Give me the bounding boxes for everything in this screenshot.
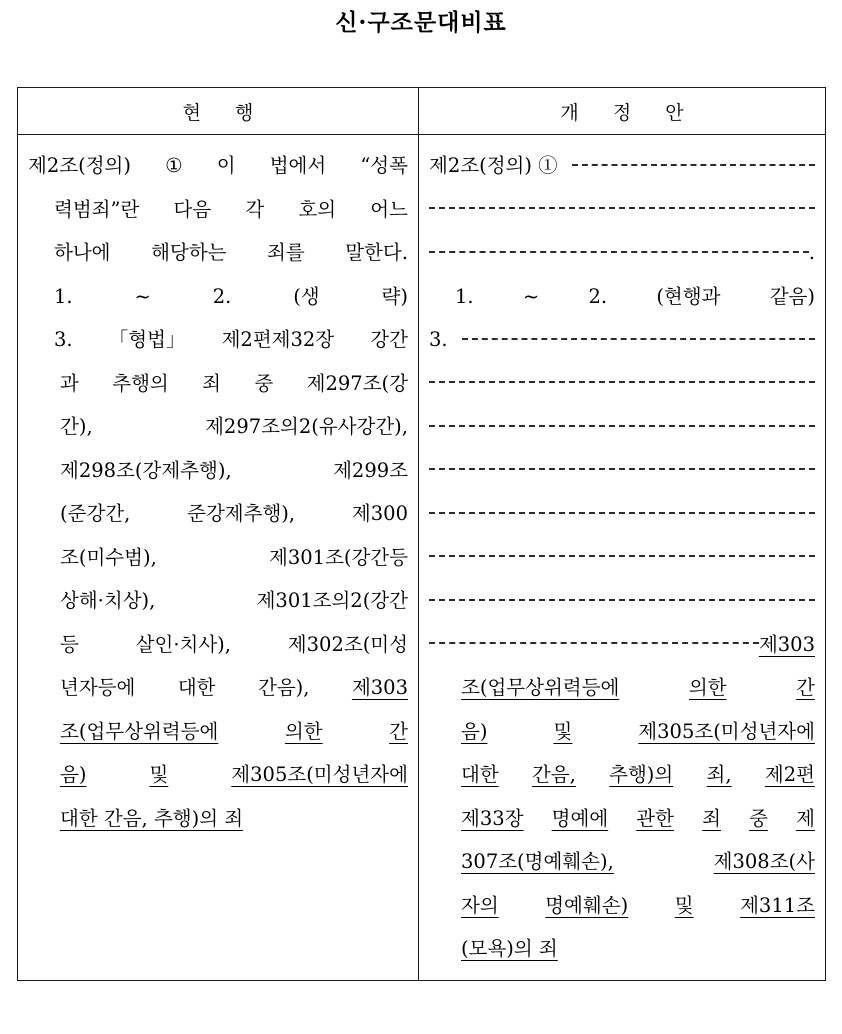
- text-token: 명예훼손): [545, 893, 629, 917]
- text-token: 음): [60, 763, 87, 786]
- comparison-table: [17, 87, 826, 981]
- text-token: 의한: [284, 719, 323, 743]
- text-token: 략): [381, 284, 408, 308]
- text-token: 3.: [54, 328, 73, 351]
- unchanged-dash-rule: [429, 599, 815, 601]
- text-token: 중: [749, 806, 768, 830]
- amendment-new-text-line: [429, 710, 815, 754]
- text-token: 준강제추행),: [187, 502, 296, 525]
- text-token: 간: [389, 719, 408, 743]
- text-token: 죄: [702, 806, 721, 830]
- current-text-line: [28, 710, 408, 754]
- unchanged-dash-rule: [429, 425, 815, 427]
- column-header-amendment: [419, 88, 826, 135]
- text-token: 다음: [173, 197, 212, 221]
- cell-current-text: [18, 135, 419, 981]
- text-token: 제298조(강제추행),: [60, 458, 232, 482]
- text-token: 제305조(미성년자에: [231, 763, 408, 786]
- text-token: 의한: [688, 676, 727, 699]
- text-token: ~: [134, 284, 151, 308]
- text-token: 등: [60, 632, 79, 656]
- text-token: 제299조: [333, 458, 408, 482]
- column-header-amendment-label: 개 정 안: [560, 101, 698, 124]
- amendment-unchanged-rule-line: [429, 579, 815, 623]
- text-token: 관한: [636, 806, 674, 830]
- amendment-unchanged-rule-line: [429, 231, 815, 275]
- current-text-line: [28, 275, 408, 319]
- text-token: 간음),: [257, 676, 310, 699]
- text-token: “성폭: [360, 154, 408, 177]
- text-token: 년자등에: [60, 676, 136, 699]
- text-token: 추행)의: [609, 763, 674, 786]
- amendment-new-text-line: [429, 927, 815, 971]
- text-token: 조(업무상위력등에: [461, 676, 620, 699]
- text-token: 및: [674, 893, 694, 917]
- text-token: 제: [796, 806, 815, 830]
- unchanged-dash-rule: [429, 512, 815, 514]
- unchanged-dash-rule: [429, 381, 815, 383]
- text-token: ~: [522, 284, 540, 308]
- amended-text-token: 제303: [351, 676, 408, 699]
- amendment-new-text-line: [429, 797, 815, 841]
- text-token: 말한다.: [345, 241, 408, 264]
- text-token: 「형법」: [108, 328, 186, 351]
- current-text-line: [28, 623, 408, 667]
- text-token: 음): [461, 719, 488, 743]
- cell-amendment-text: [419, 135, 826, 981]
- line-lead-label: 제2조(정의) ①: [429, 154, 558, 177]
- text-token: 제2조(정의): [28, 154, 131, 177]
- text-token: 해당하는: [151, 241, 227, 264]
- text-token: 조(미수범),: [60, 545, 157, 569]
- text-token: (모욕)의 죄: [461, 937, 558, 960]
- amendment-unchanged-rule-line: [429, 536, 815, 580]
- text-token: 제308조(사: [713, 850, 815, 873]
- amendment-new-text-line: [429, 884, 815, 928]
- text-token: (생: [293, 284, 320, 308]
- text-token: 간),: [60, 415, 93, 438]
- text-token: 조(업무상위력등에: [60, 719, 219, 743]
- text-token: (준강간,: [60, 502, 131, 525]
- text-token: 간음,: [531, 763, 576, 786]
- amendment-unchanged-rule-line: [429, 188, 815, 232]
- line-trail-mark: .: [808, 241, 815, 264]
- amendment-unchanged-rule-line: [429, 318, 815, 362]
- text-token: 제305조(미성년자에: [638, 719, 815, 743]
- column-header-current-label: 현 행: [182, 101, 268, 124]
- amendment-text-line: [429, 275, 815, 319]
- current-text-line: [28, 144, 408, 188]
- text-token: 력범죄”란: [54, 197, 140, 221]
- unchanged-dash-rule: [429, 468, 815, 470]
- text-token: 같음): [769, 284, 815, 308]
- text-token: 제301조의2(강간: [256, 589, 408, 612]
- text-token: (현행과: [656, 284, 721, 308]
- text-token: 제2편: [764, 763, 815, 786]
- text-token: 제2편제32장: [221, 328, 335, 351]
- table-header-row: [18, 88, 826, 135]
- table-body-row: [18, 135, 826, 981]
- current-text-line: [28, 753, 408, 797]
- text-token: 간: [796, 676, 815, 699]
- text-token: 과: [60, 371, 79, 395]
- amendment-unchanged-rule-line: [429, 144, 815, 188]
- unchanged-dash-rule: [429, 642, 759, 644]
- text-token: 살인·치사),: [135, 632, 231, 656]
- text-token: 죄,: [706, 763, 732, 786]
- current-text-line: [28, 405, 408, 449]
- amendment-new-text-line: [429, 666, 815, 710]
- text-token: 제301조(강간등: [268, 545, 408, 569]
- text-token: 명예에: [551, 806, 609, 830]
- text-token: 및: [149, 763, 169, 786]
- text-token: 강간: [370, 328, 408, 351]
- text-token: 죄를: [267, 241, 305, 264]
- amendment-unchanged-rule-line: [429, 623, 815, 667]
- text-token: 자의: [461, 893, 499, 917]
- text-token: 죄: [202, 371, 221, 395]
- amendment-unchanged-rule-line: [429, 492, 815, 536]
- text-token: 2.: [212, 284, 232, 308]
- amendment-unchanged-rule-line: [429, 405, 815, 449]
- amendment-new-text-line: [429, 753, 815, 797]
- text-token: 이: [216, 154, 236, 177]
- current-text-line: [28, 797, 408, 841]
- text-token: 중: [254, 371, 274, 395]
- current-text-line: [28, 536, 408, 580]
- text-token: 제302조(미성: [287, 632, 408, 656]
- text-token: 및: [553, 719, 573, 743]
- current-text-line: [28, 579, 408, 623]
- amendment-unchanged-rule-line: [429, 362, 815, 406]
- unchanged-dash-rule: [572, 164, 815, 166]
- text-token: 제297조(강: [306, 371, 408, 395]
- text-token: ①: [165, 154, 183, 177]
- text-token: 1.: [455, 284, 474, 308]
- unchanged-dash-rule: [429, 555, 815, 557]
- text-token: 어느: [370, 197, 408, 221]
- text-token: 1.: [54, 284, 73, 308]
- text-token: 추행의: [112, 371, 169, 395]
- page-title: 신·구조문대비표: [335, 9, 507, 36]
- text-token: 상해·치상),: [60, 589, 156, 612]
- text-token: 307조(명예훼손),: [461, 850, 614, 873]
- unchanged-dash-rule: [429, 207, 815, 209]
- text-token: 대한: [177, 676, 216, 699]
- line-lead-label: 3.: [429, 328, 448, 351]
- current-text-line: [28, 362, 408, 406]
- text-token: 제297조의2(유사강간),: [205, 415, 408, 438]
- text-token: 대한 간음, 추행)의 죄: [60, 806, 244, 830]
- text-token: 법에서: [269, 154, 327, 177]
- unchanged-dash-rule: [429, 251, 809, 253]
- unchanged-dash-rule: [462, 338, 815, 340]
- text-token: 제33장: [461, 806, 524, 830]
- amendment-column-body: [419, 135, 825, 980]
- current-text-line: [28, 449, 408, 493]
- current-text-line: [28, 318, 408, 362]
- current-text-line: [28, 492, 408, 536]
- amendment-unchanged-rule-line: [429, 449, 815, 493]
- current-text-line: [28, 188, 408, 232]
- text-token: 제311조: [740, 893, 815, 917]
- current-column-body: [18, 135, 418, 980]
- current-text-line: [28, 231, 408, 275]
- text-token: 각: [245, 197, 265, 221]
- text-token: 하나에: [54, 241, 111, 264]
- amended-text-token: 제303: [758, 632, 815, 656]
- text-token: 대한: [461, 763, 499, 786]
- amendment-new-text-line: [429, 840, 815, 884]
- text-token: 호의: [298, 197, 337, 221]
- current-text-line: [28, 666, 408, 710]
- text-token: 제300: [351, 502, 408, 525]
- column-header-current: [18, 88, 419, 135]
- text-token: 2.: [588, 284, 608, 308]
